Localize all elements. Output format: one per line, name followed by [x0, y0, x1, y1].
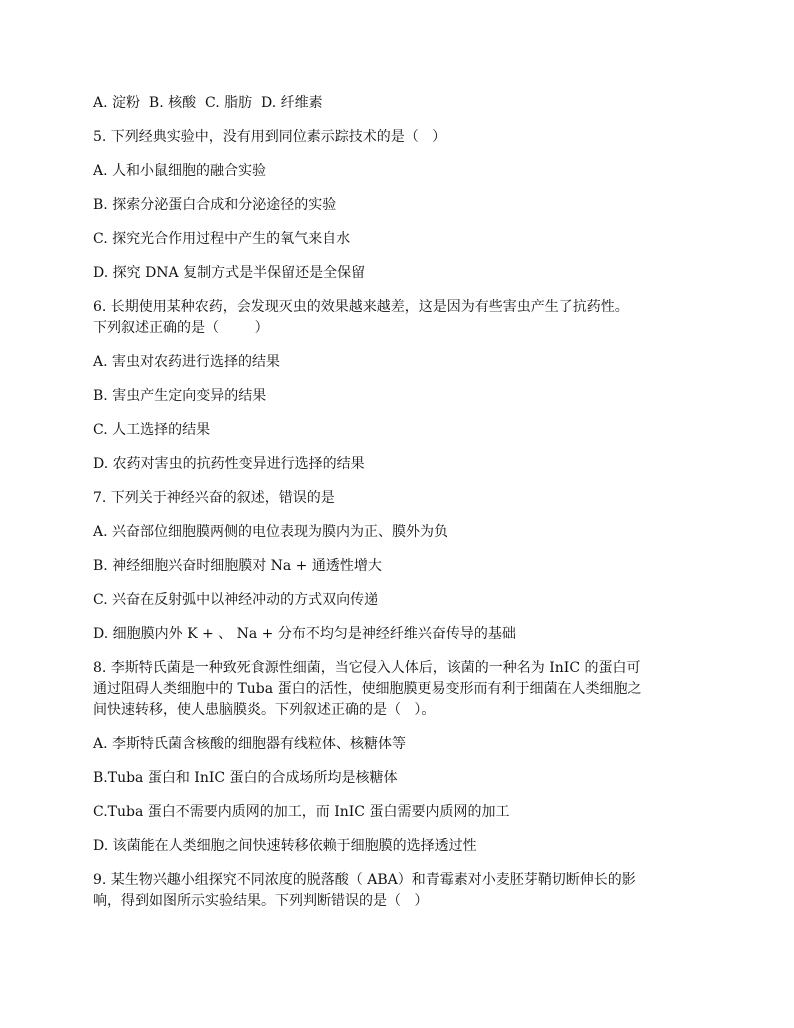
question-6: [93, 297, 703, 475]
question-8: [93, 658, 703, 857]
q6-stem: [93, 297, 703, 339]
exam-page: [93, 93, 703, 925]
q8-option-d: D. 该菌能在人类细胞之间快速转移依赖于细胞膜的选择透过性: [93, 838, 477, 854]
q8-option-c: C.Tuba 蛋白不需要内质网的加工，而 InIC 蛋白需要内质网的加工: [93, 804, 510, 820]
q8-stem: [93, 658, 703, 721]
q8-stem-line-3: 间快速转移，使人患脑膜炎。下列叙述正确的是（ ）。: [93, 702, 436, 718]
q7-option-a: A. 兴奋部位细胞膜两侧的电位表现为膜内为正、膜外为负: [93, 524, 449, 540]
q7-option-b: B. 神经细胞兴奋时细胞膜对 Na + 通透性增大: [93, 558, 382, 574]
q4-options: A. 淀粉 B. 核酸 C. 脂肪 D. 纤维素: [93, 95, 323, 111]
q5-option-c: C. 探究光合作用过程中产生的氧气来自水: [93, 231, 351, 247]
q5-stem: 5. 下列经典实验中，没有用到同位素示踪技术的是（ ）: [93, 129, 447, 145]
q6-stem-line-2: 下列叙述正确的是（ ）: [93, 320, 269, 336]
q7-stem: 7. 下列关于神经兴奋的叙述，错误的是: [93, 490, 335, 506]
q7-option-d: D. 细胞膜内外 K + 、 Na + 分布不均匀是神经纤维兴奋传导的基础: [93, 626, 516, 642]
q6-option-c: C. 人工选择的结果: [93, 422, 211, 438]
question-9: [93, 870, 703, 912]
question-5: [93, 127, 703, 284]
q9-stem-line-2: 响，得到如图所示实验结果。下列判断错误的是（ ）: [93, 893, 429, 909]
q6-option-b: B. 害虫产生定向变异的结果: [93, 388, 267, 404]
q6-stem-line-1: 6. 长期使用某种农药，会发现灭虫的效果越来越差，这是因为有些害虫产生了抗药性。: [93, 299, 629, 315]
q5-option-d: D. 探究 DNA 复制方式是半保留还是全保留: [93, 265, 366, 281]
q9-stem: [93, 870, 703, 912]
q5-option-b: B. 探索分泌蛋白合成和分泌途径的实验: [93, 197, 337, 213]
q8-stem-line-1: 8. 李斯特氏菌是一种致死食源性细菌，当它侵入人体后，该菌的一种名为 InIC 的蛋白可: [93, 660, 641, 676]
q8-option-b: B.Tuba 蛋白和 InIC 蛋白的合成场所均是核糖体: [93, 770, 398, 786]
q8-option-a: A. 李斯特氏菌含核酸的细胞器有线粒体、核糖体等: [93, 736, 407, 752]
question-7: [93, 488, 703, 645]
q9-stem-line-1: 9. 某生物兴趣小组探究不同浓度的脱落酸（ ABA）和青霉素对小麦胚芽鞘切断伸长的影: [93, 872, 636, 888]
q6-option-a: A. 害虫对农药进行选择的结果: [93, 354, 281, 370]
q7-option-c: C. 兴奋在反射弧中以神经冲动的方式双向传递: [93, 592, 379, 608]
q5-option-a: A. 人和小鼠细胞的融合实验: [93, 163, 267, 179]
q6-option-d: D. 农药对害虫的抗药性变异进行选择的结果: [93, 456, 365, 472]
q8-stem-line-2: 通过阻碍人类细胞中的 Tuba 蛋白的活性，使细胞膜更易变形而有利于细菌在人类细胞之: [93, 681, 642, 697]
